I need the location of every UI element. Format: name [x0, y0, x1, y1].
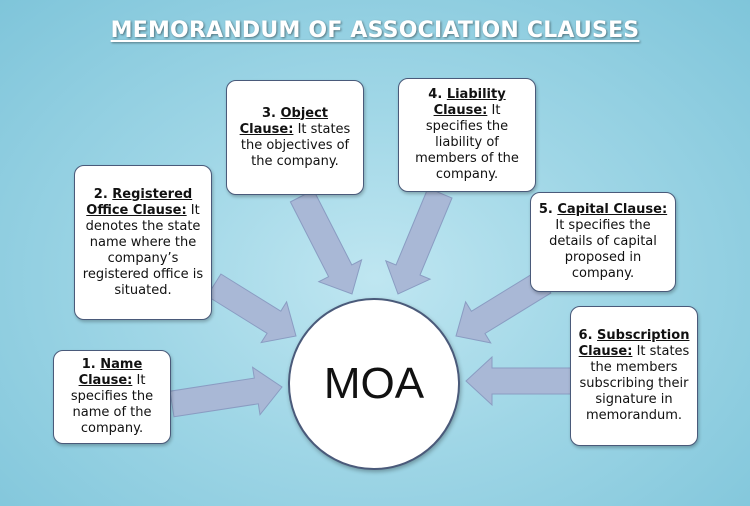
name-clause-arrow [170, 367, 282, 417]
subscription-clause-title: Subscription Clause: [578, 328, 690, 359]
subscription-clause-box [570, 306, 698, 446]
object-clause-text: It states the objectives of the company. [240, 121, 351, 169]
liability-clause-title: Liability Clause: [433, 87, 506, 118]
moa-center-label: MOA [323, 359, 425, 408]
registered-office-clause-text: It denotes the state name where the company’s registered office is situated. [82, 202, 204, 298]
capital-clause-title: Capital Clause: [557, 202, 668, 217]
object-clause-title: Object Clause: [239, 105, 329, 137]
liability-clause-arrow [386, 188, 452, 294]
name-clause-box [53, 350, 171, 444]
subscription-clause-arrow [466, 357, 572, 405]
object-clause-box [226, 80, 364, 195]
registered-office-clause-title: Registered Office Clause: [86, 186, 193, 218]
capital-clause-number: 5. [538, 202, 553, 217]
object-clause-arrow [290, 190, 361, 294]
capital-clause-box [530, 192, 676, 292]
subscription-clause-text: It states the members subscribing their signature in memorandum. [579, 344, 690, 423]
name-clause-number: 1. [81, 357, 96, 372]
object-clause-number: 3. [261, 105, 276, 121]
registered-office-arrow [207, 274, 296, 343]
liability-clause-box [398, 78, 536, 192]
liability-clause-text: It specifies the liability of members of the company. [415, 103, 519, 182]
subscription-clause-number: 6. [578, 328, 593, 343]
registered-office-clause-number: 2. [93, 186, 108, 202]
moa-center-circle [288, 298, 460, 470]
registered-office-clause-box [74, 165, 212, 320]
liability-clause-number: 4. [428, 87, 443, 102]
capital-clause-text: It specifies the details of capital proposed in company. [549, 218, 657, 281]
name-clause-text: It specifies the name of the company. [70, 373, 154, 436]
diagram-title: MEMORANDUM OF ASSOCIATION CLAUSES [110, 18, 640, 43]
name-clause-title: Name Clause: [78, 357, 143, 388]
